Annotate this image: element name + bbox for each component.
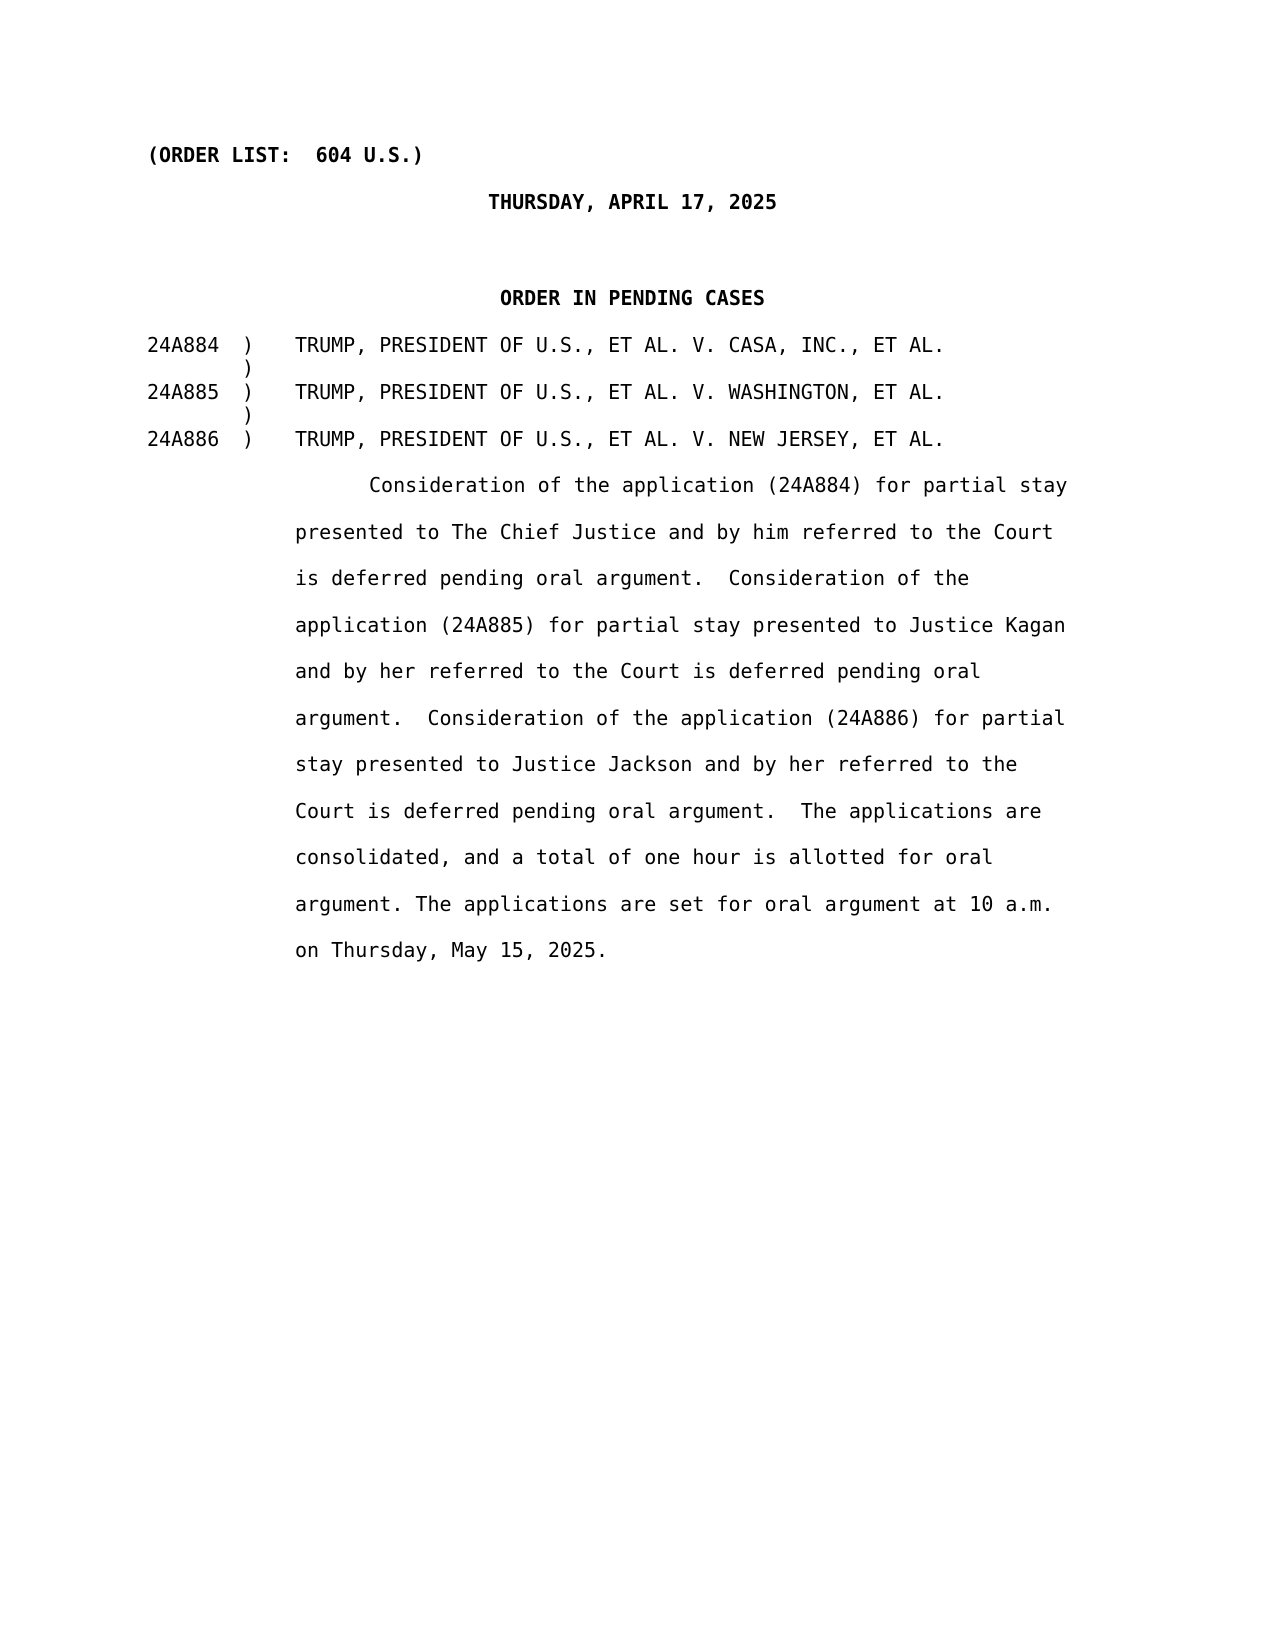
body-line: on Thursday, May 15, 2025. — [295, 938, 609, 962]
section-title: ORDER IN PENDING CASES — [500, 286, 765, 310]
body-line: Court is deferred pending oral argument. The applications are — [295, 799, 1042, 823]
body-line: consolidated, and a total of one hour is allotted for oral — [295, 845, 994, 869]
docket-number: 24A886 — [147, 427, 220, 451]
case-bracket: ) — [242, 427, 255, 451]
case-caption: TRUMP, PRESIDENT OF U.S., ET AL. V. NEW JERSEY, ET AL. — [295, 427, 946, 451]
body-line: Consideration of the application (24A884) for partial stay — [369, 473, 1068, 497]
body-line: application (24A885) for partial stay presented to Justice Kagan — [295, 613, 1066, 637]
case-caption: TRUMP, PRESIDENT OF U.S., ET AL. V. CASA, INC., ET AL. — [295, 333, 946, 357]
order-date: THURSDAY, APRIL 17, 2025 — [488, 190, 777, 214]
case-bracket-connector: ) — [242, 356, 255, 380]
case-bracket: ) — [242, 380, 255, 404]
docket-number: 24A885 — [147, 380, 220, 404]
case-bracket-connector: ) — [242, 403, 255, 427]
body-line: argument. The applications are set for oral argument at 10 a.m. — [295, 892, 1054, 916]
body-line: and by her referred to the Court is deferred pending oral — [295, 659, 982, 683]
body-line: presented to The Chief Justice and by him referred to the Court — [295, 520, 1054, 544]
body-line: argument. Consideration of the application (24A886) for partial — [295, 706, 1066, 730]
body-line: is deferred pending oral argument. Consideration of the — [295, 566, 970, 590]
docket-number: 24A884 — [147, 333, 220, 357]
body-line: stay presented to Justice Jackson and by her referred to the — [295, 752, 1018, 776]
case-caption: TRUMP, PRESIDENT OF U.S., ET AL. V. WASHINGTON, ET AL. — [295, 380, 946, 404]
case-bracket: ) — [242, 333, 255, 357]
order-list-header: (ORDER LIST: 604 U.S.) — [147, 143, 424, 167]
